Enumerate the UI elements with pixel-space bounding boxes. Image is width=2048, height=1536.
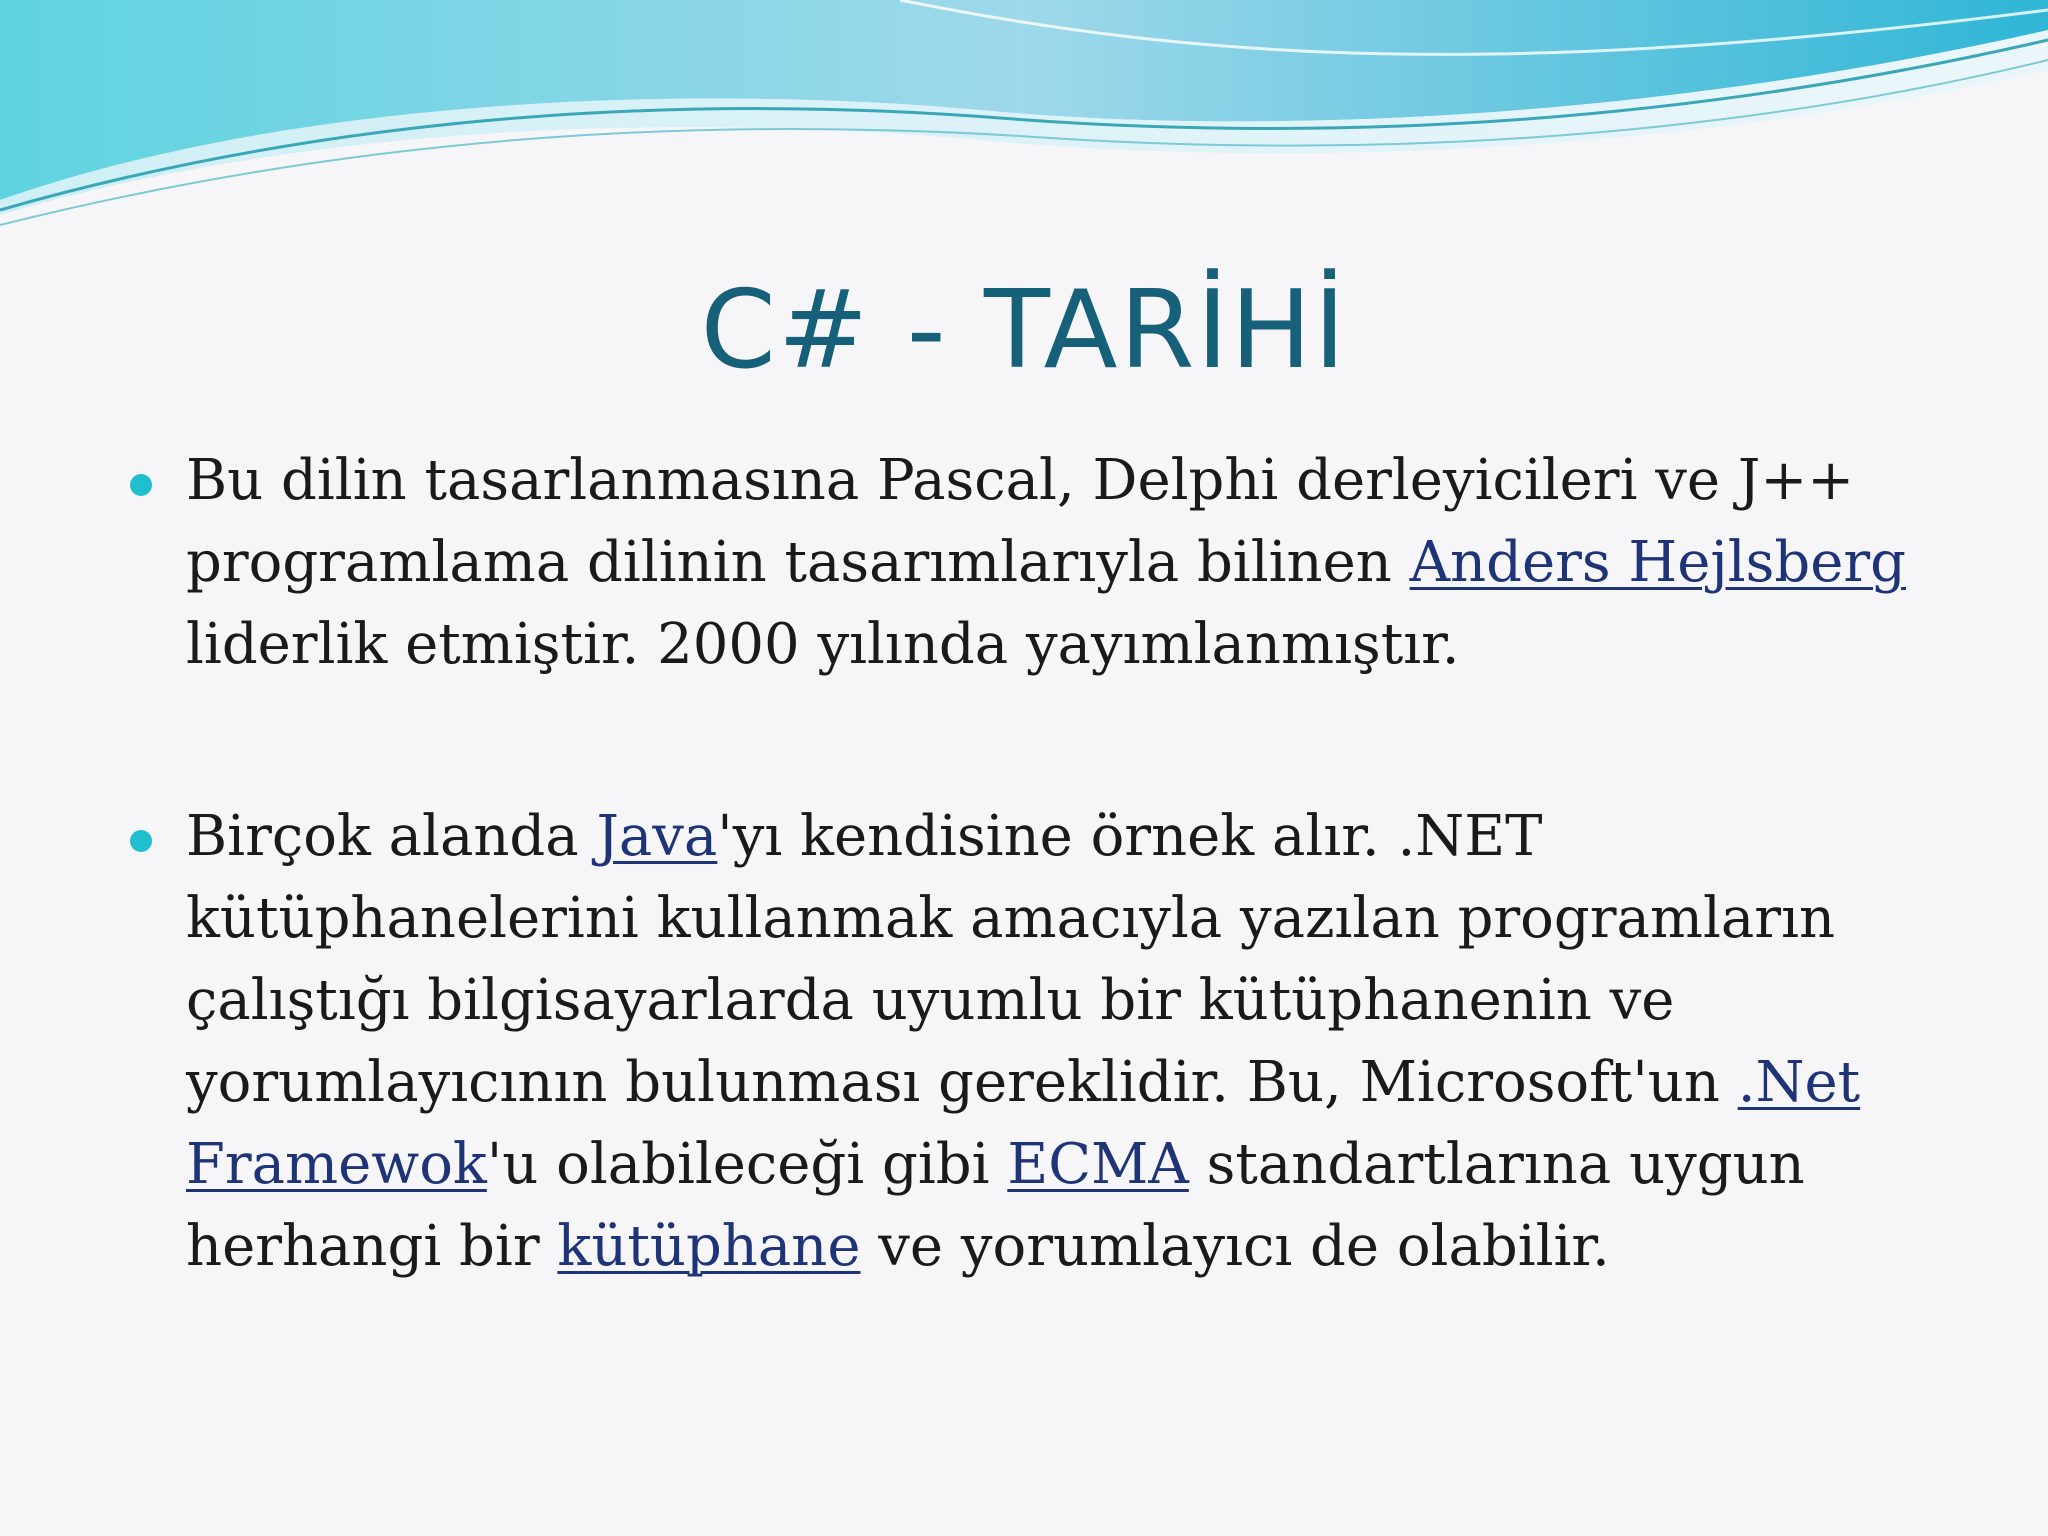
header-wave-decoration xyxy=(0,0,2048,240)
anders-hejlsberg-link[interactable]: Anders Hejlsberg xyxy=(1409,530,1907,595)
bullet-2-text-a: Birçok alanda xyxy=(186,804,597,869)
java-link[interactable]: Java xyxy=(596,804,718,869)
bullet-dot-icon xyxy=(130,474,152,496)
net-framework-link[interactable]: .Net Framewok xyxy=(186,1050,1861,1197)
bullet-dot-icon xyxy=(130,830,152,852)
bullet-2-text-b: 'yı kendisine örnek alır. .NET kütüphanelerini kullanmak amacıyla yazılan programların çalıştığı bilgisayarlarda uyumlu bir kütüphanenin ve yorumlayıcının bulunması gereklidir. Bu, Microsoft'un xyxy=(186,804,1836,1115)
bullet-2-text-d: standartlarına uygun herhangi bir xyxy=(186,1132,1805,1279)
slide-title: C# - TARİHİ xyxy=(700,268,1348,393)
bullet-item-2 xyxy=(130,796,1930,1288)
bullet-2-text-e: ve yorumlayıcı de olabilir. xyxy=(860,1214,1610,1279)
slide-content xyxy=(130,440,1930,1288)
bullet-item-1 xyxy=(130,440,1930,686)
kutuphane-link[interactable]: kütüphane xyxy=(557,1214,861,1279)
bullet-1-text-b: liderlik etmiştir. 2000 yılında yayımlanmıştır. xyxy=(186,612,1460,677)
ecma-link[interactable]: ECMA xyxy=(1007,1132,1189,1197)
bullet-2-text-c: 'u olabileceği gibi xyxy=(486,1132,1008,1197)
bullet-1-text-a: Bu dilin tasarlanmasına Pascal, Delphi derleyicileri ve J++ programlama dilinin tasarımlarıyla bilinen xyxy=(186,448,1855,595)
